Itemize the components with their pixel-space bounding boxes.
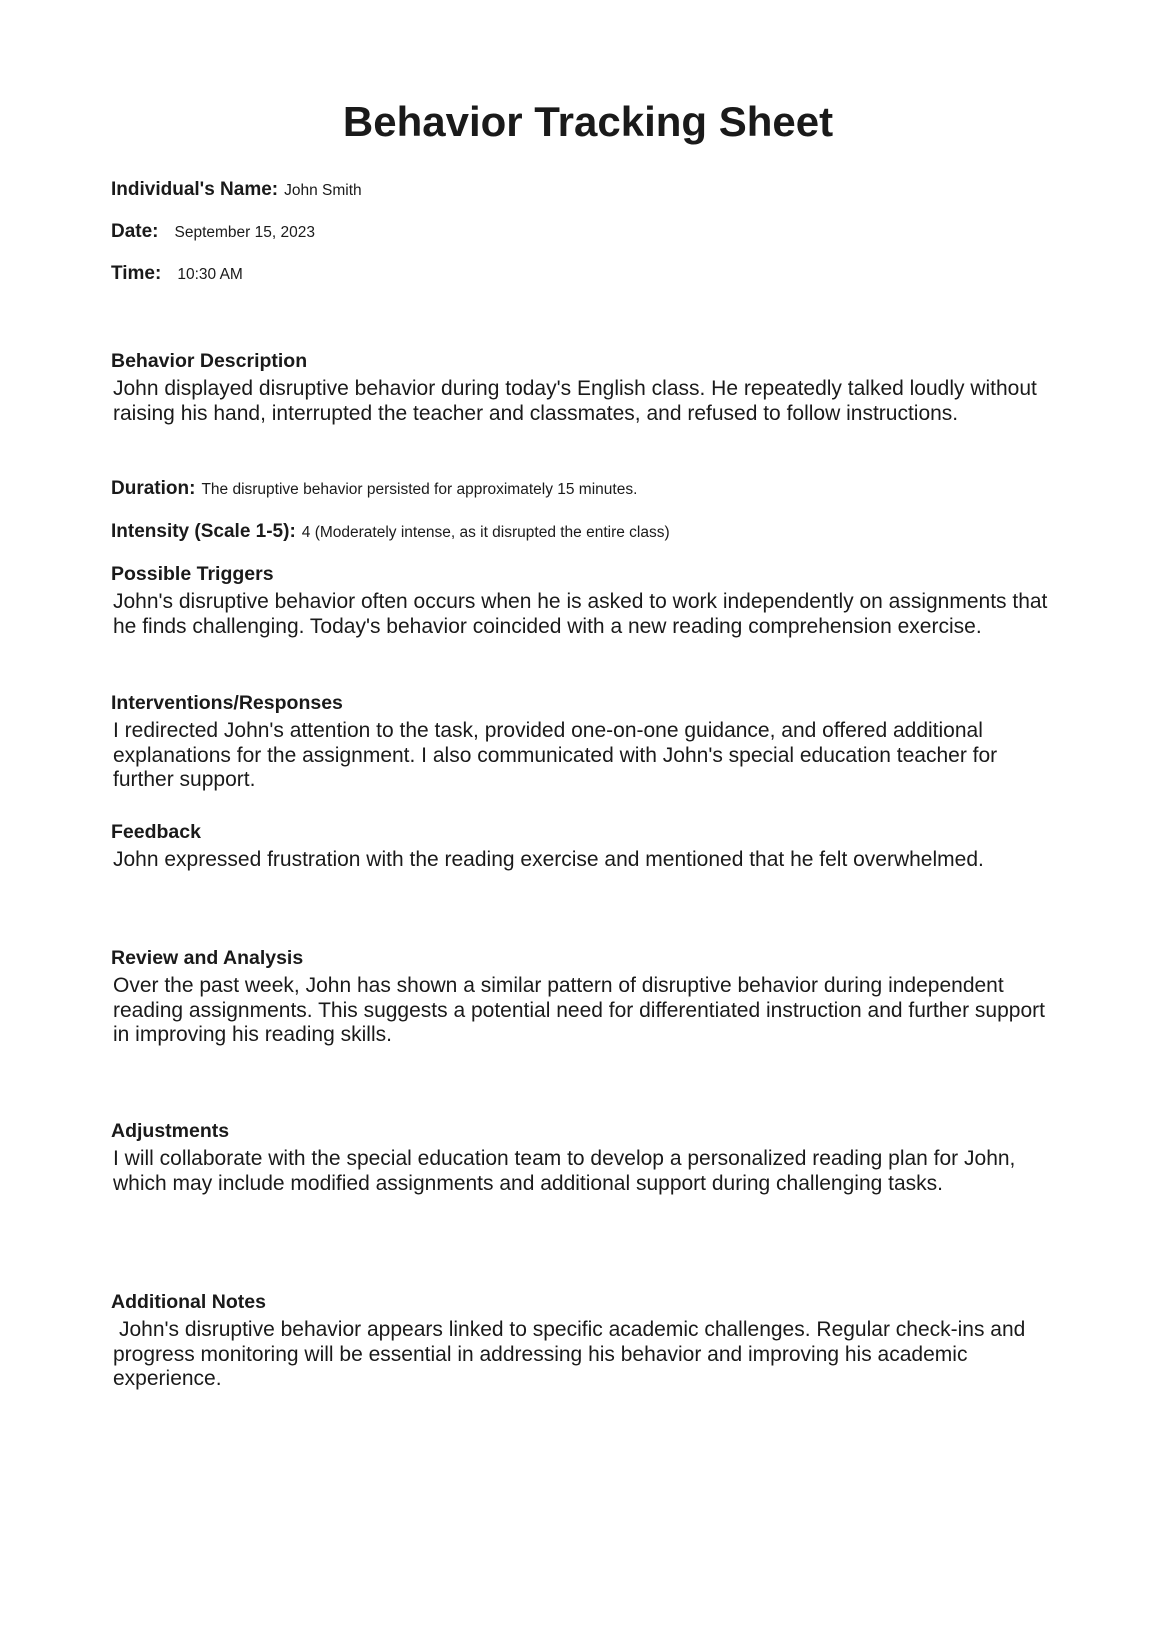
section-heading: Possible Triggers xyxy=(111,563,274,585)
section-heading: Additional Notes xyxy=(111,1291,266,1313)
section-heading: Adjustments xyxy=(111,1120,230,1142)
section-body: Over the past week, John has shown a similar pattern of disruptive behavior during independent reading assignments. This suggests a potential need for differentiated instruction and further support in improving his reading skills. xyxy=(113,974,1045,1046)
field-value: 10:30 AM xyxy=(177,266,243,283)
section-heading: Feedback xyxy=(111,821,201,843)
section-body: John's disruptive behavior often occurs when he is asked to work independently on assignments that he finds challenging. Today's behavior coincided with a new reading comprehension exercise. xyxy=(113,590,1048,638)
section-heading: Interventions/Responses xyxy=(111,692,343,714)
field-label: Date: xyxy=(111,221,159,242)
adjustments-section xyxy=(111,1119,1051,1196)
field-label: Time: xyxy=(111,263,162,284)
review-analysis-section xyxy=(111,946,1051,1048)
field-label: Duration: xyxy=(111,478,196,499)
possible-triggers-section xyxy=(111,562,1051,639)
section-body: I redirected John's attention to the task, provided one-on-one guidance, and offered additional explanations for the assignment. I also communicated with John's special education teacher for further support. xyxy=(113,719,998,791)
field-label: Intensity (Scale 1-5): xyxy=(111,521,296,542)
field-value: The disruptive behavior persisted for approximately 15 minutes. xyxy=(201,481,638,498)
section-body: John displayed disruptive behavior during today's English class. He repeatedly talked loudly without raising his hand, interrupted the teacher and classmates, and refused to follow instructions. xyxy=(113,377,1037,425)
date-field xyxy=(111,221,315,243)
section-body: I will collaborate with the special education team to develop a personalized reading plan for John, which may include modified assignments and additional support during challenging tasks. xyxy=(113,1147,1016,1195)
behavior-description-section xyxy=(111,349,1051,426)
individual-name-field xyxy=(111,179,362,201)
interventions-section xyxy=(111,691,1051,793)
field-value: John Smith xyxy=(284,182,362,199)
page-title: Behavior Tracking Sheet xyxy=(342,98,834,145)
field-value: 4 (Moderately intense, as it disrupted the entire class) xyxy=(301,524,670,541)
field-value: September 15, 2023 xyxy=(174,224,315,241)
intensity-field xyxy=(111,521,670,543)
feedback-section xyxy=(111,820,1051,873)
duration-field xyxy=(111,478,637,500)
time-field xyxy=(111,263,243,285)
section-body: John's disruptive behavior appears linked to specific academic challenges. Regular check-ins and progress monitoring will be essential in addressing his behavior and improving his academic experience. xyxy=(113,1318,1026,1390)
section-heading: Behavior Description xyxy=(111,350,308,372)
field-label: Individual's Name: xyxy=(111,179,279,200)
additional-notes-section xyxy=(111,1290,1051,1392)
section-body: John expressed frustration with the reading exercise and mentioned that he felt overwhelmed. xyxy=(113,848,984,871)
section-heading: Review and Analysis xyxy=(111,947,304,969)
